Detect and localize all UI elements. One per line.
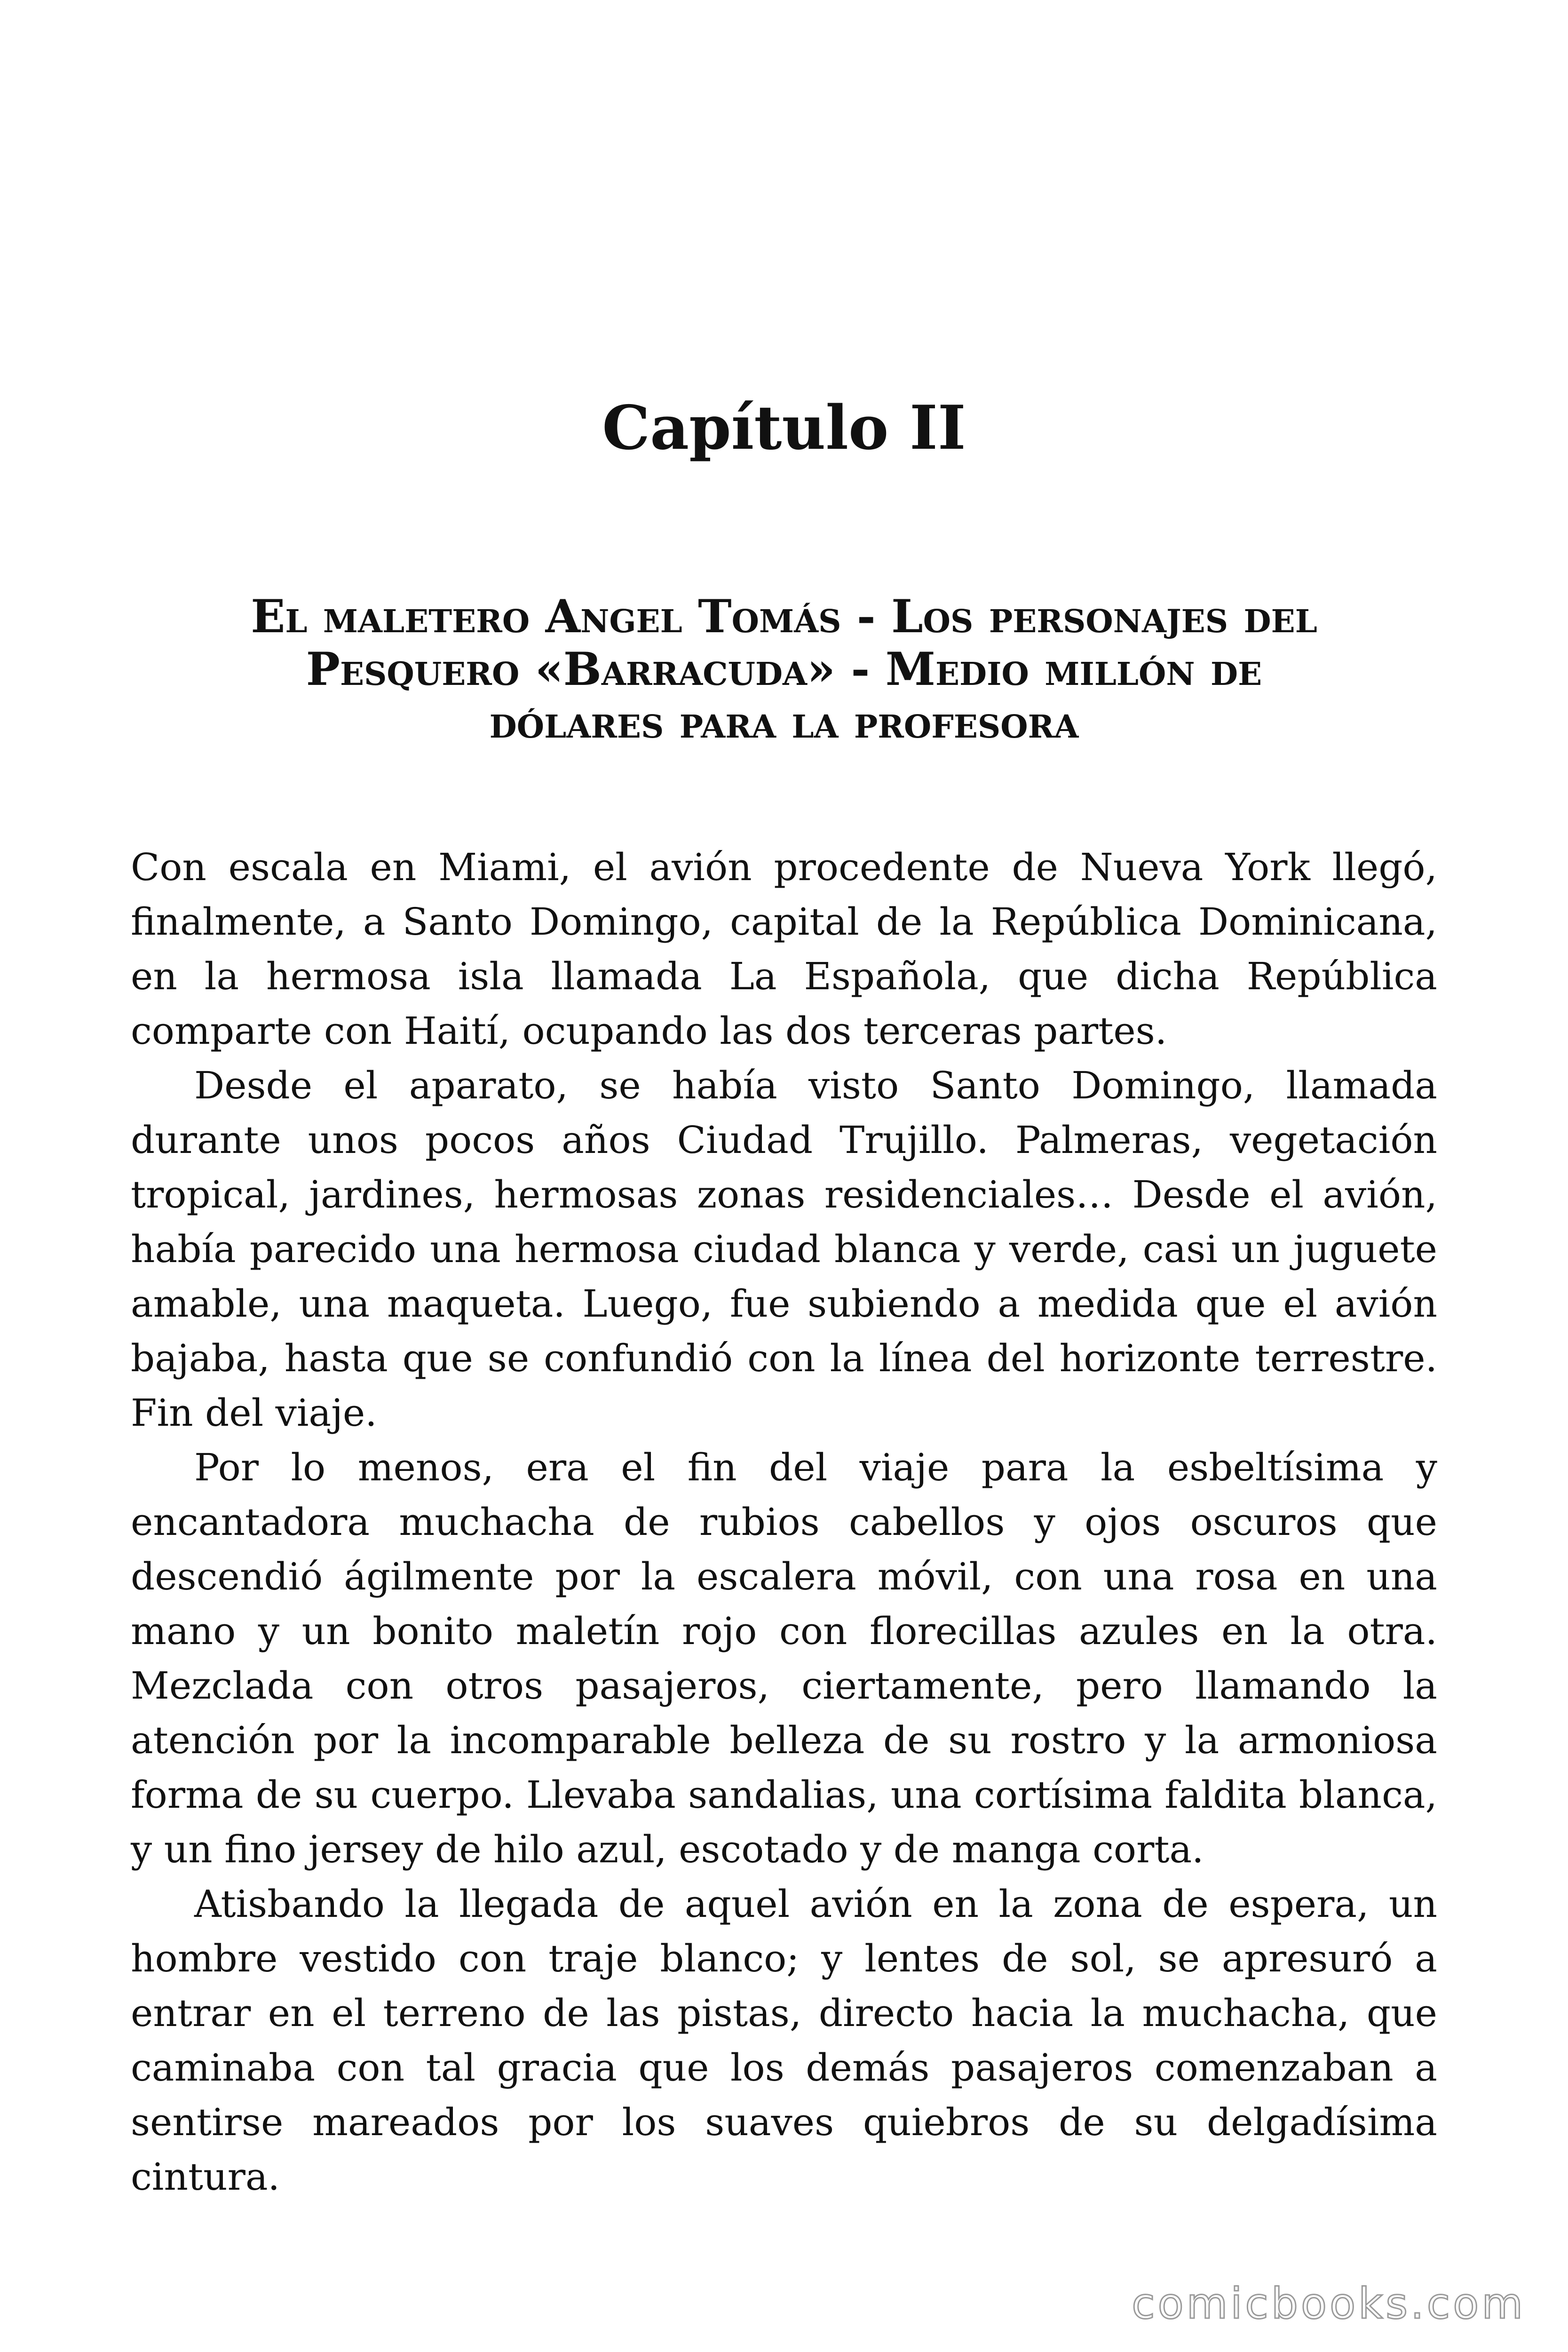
paragraph bbox=[131, 1877, 1437, 2204]
paragraph-line: en la hermosa isla llamada La Española, que dicha República bbox=[131, 954, 1437, 998]
paragraph-line: bajaba, hasta que se confundió con la línea del horizonte terrestre. bbox=[131, 1336, 1437, 1380]
chapter-subtitle bbox=[132, 590, 1436, 748]
paragraph-line: hombre vestido con traje blanco; y lentes de sol, se apresuró a bbox=[131, 1937, 1437, 1980]
paragraph-line: entrar en el terreno de las pistas, directo hacia la muchacha, que bbox=[131, 1991, 1437, 2035]
paragraph-line: Por lo menos, era el fin del viaje para la esbeltísima y bbox=[194, 1446, 1437, 1489]
paragraph-line: Con escala en Miami, el avión procedente de Nueva York llegó, bbox=[131, 845, 1437, 889]
paragraph-line: Fin del viaje. bbox=[131, 1391, 377, 1435]
paragraph-line: sentirse mareados por los suaves quiebros de su delgadísima bbox=[131, 2100, 1437, 2144]
paragraph-line: comparte con Haití, ocupando las dos terceras partes. bbox=[131, 1009, 1167, 1053]
paragraph-line: finalmente, a Santo Domingo, capital de la República Dominicana, bbox=[131, 900, 1437, 944]
paragraph bbox=[131, 1440, 1437, 1877]
paragraph-line: Atisbando la llegada de aquel avión en la zona de espera, un bbox=[194, 1882, 1437, 1926]
paragraph bbox=[131, 840, 1437, 1058]
paragraph-line: encantadora muchacha de rubios cabellos y ojos oscuros que bbox=[131, 1500, 1437, 1544]
chapter-subtitle-line: dólares para la profesora bbox=[489, 695, 1079, 748]
paragraph bbox=[131, 1058, 1437, 1440]
chapter-subtitle-line: Pesquero «Barracuda» - Medio millón de bbox=[306, 643, 1262, 696]
paragraph-line: y un fino jersey de hilo azul, escotado y de manga corta. bbox=[131, 1828, 1204, 1871]
paragraph-line: descendió ágilmente por la escalera móvil, con una rosa en una bbox=[131, 1555, 1437, 1598]
paragraph-line: caminaba con tal gracia que los demás pasajeros comenzaban a bbox=[131, 2046, 1437, 2090]
paragraph-line: Mezclada con otros pasajeros, ciertamente, pero llamando la bbox=[131, 1664, 1437, 1708]
chapter-body bbox=[131, 840, 1437, 2204]
paragraph-line: había parecido una hermosa ciudad blanca y verde, casi un juguete bbox=[131, 1227, 1437, 1271]
paragraph-line: amable, una maqueta. Luego, fue subiendo a medida que el avión bbox=[131, 1282, 1437, 1326]
paragraph-line: durante unos pocos años Ciudad Trujillo. Palmeras, vegetación bbox=[131, 1118, 1437, 1162]
paragraph-line: tropical, jardines, hermosas zonas residenciales… Desde el avión, bbox=[131, 1173, 1437, 1216]
paragraph-line: Desde el aparato, se había visto Santo Domingo, llamada bbox=[194, 1064, 1437, 1107]
chapter-title: Capítulo II bbox=[602, 393, 966, 463]
paragraph-line: forma de su cuerpo. Llevaba sandalias, una cortísima faldita blanca, bbox=[131, 1773, 1437, 1817]
paragraph-line: atención por la incomparable belleza de su rostro y la armoniosa bbox=[131, 1718, 1437, 1762]
paragraph-line: cintura. bbox=[131, 2155, 280, 2199]
watermark: comicbooks.com bbox=[1132, 2279, 1526, 2328]
chapter-subtitle-line: El maletero Angel Tomás - Los personajes del bbox=[251, 590, 1317, 643]
paragraph-line: mano y un bonito maletín rojo con florecillas azules en la otra. bbox=[131, 1609, 1437, 1653]
